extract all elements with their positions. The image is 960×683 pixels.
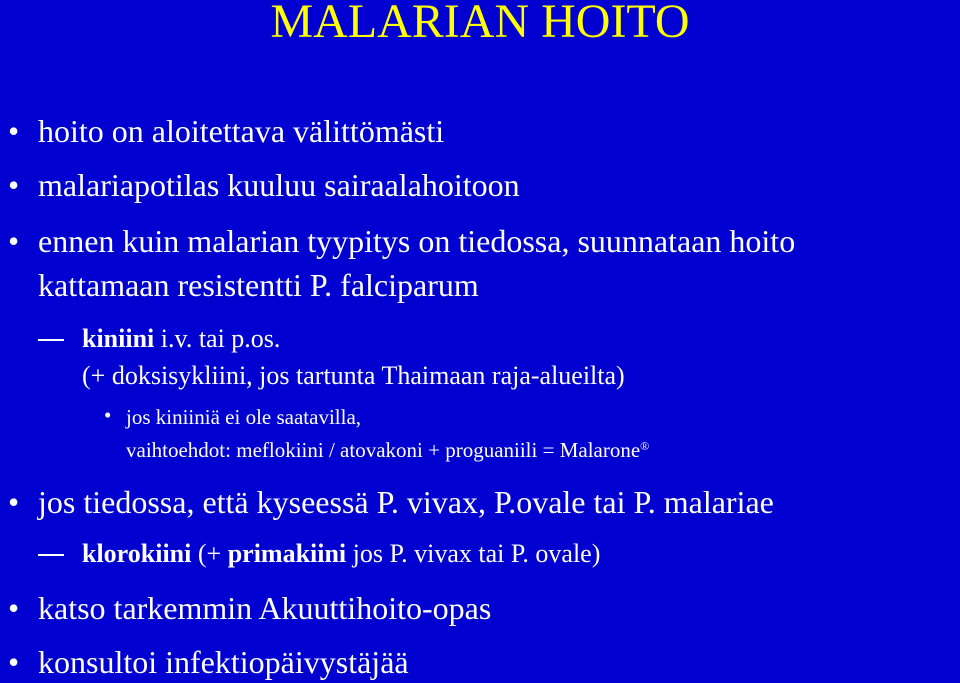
bullet-point: • bbox=[8, 590, 20, 626]
list-item-akuuttihoito: katso tarkemmin Akuuttihoito-opas bbox=[38, 590, 492, 626]
sub-sub-bullet-point: • bbox=[104, 403, 112, 427]
alternatives-text: vaihtoehdot: meflokiini / atovakoni + proguaniili = Malarone bbox=[126, 438, 641, 462]
list-item-3-line-1: ennen kuin malarian tyypitys on tiedossa, suunnataan hoito bbox=[38, 223, 796, 259]
sub-bullet-dash bbox=[38, 554, 64, 556]
bullet-point: • bbox=[8, 484, 20, 520]
list-item-1: hoito on aloitettava välittömästi bbox=[38, 113, 445, 149]
sub-item-klorokiini bbox=[82, 538, 600, 570]
drug-name-klorokiini: klorokiini bbox=[82, 539, 192, 568]
list-item-konsultoi: konsultoi infektiopäivystäjää bbox=[38, 644, 409, 680]
sub-sub-item-line-1: jos kiniiniä ei ole saatavilla, bbox=[126, 405, 362, 429]
registered-mark: ® bbox=[640, 439, 650, 453]
sub-sub-item-line-2 bbox=[126, 437, 649, 463]
condition-text: jos P. vivax tai P. ovale) bbox=[346, 539, 601, 568]
list-item-3-line-2: kattamaan resistentti P. falciparum bbox=[38, 267, 479, 303]
sub-item-kiniini bbox=[82, 323, 280, 355]
sub-item-kiniini-route: i.v. tai p.os. bbox=[154, 324, 281, 353]
sub-bullet-dash bbox=[38, 339, 64, 341]
list-item-vivax: jos tiedossa, että kyseessä P. vivax, P.ovale tai P. malariae bbox=[38, 484, 774, 520]
connector-text: (+ bbox=[191, 539, 228, 568]
bullet-point: • bbox=[8, 113, 20, 149]
sub-item-doksisykliini: (+ doksisykliini, jos tartunta Thaimaan raja-alueilta) bbox=[82, 361, 625, 390]
drug-name-primakiini: primakiini bbox=[227, 539, 347, 568]
bullet-point: • bbox=[8, 223, 20, 259]
bullet-point: • bbox=[8, 644, 20, 680]
drug-name-kiniini: kiniini bbox=[82, 324, 155, 353]
slide-title: MALARIAN HOITO bbox=[270, 0, 690, 48]
list-item-2: malariapotilas kuuluu sairaalahoitoon bbox=[38, 167, 520, 203]
bullet-point: • bbox=[8, 167, 20, 203]
